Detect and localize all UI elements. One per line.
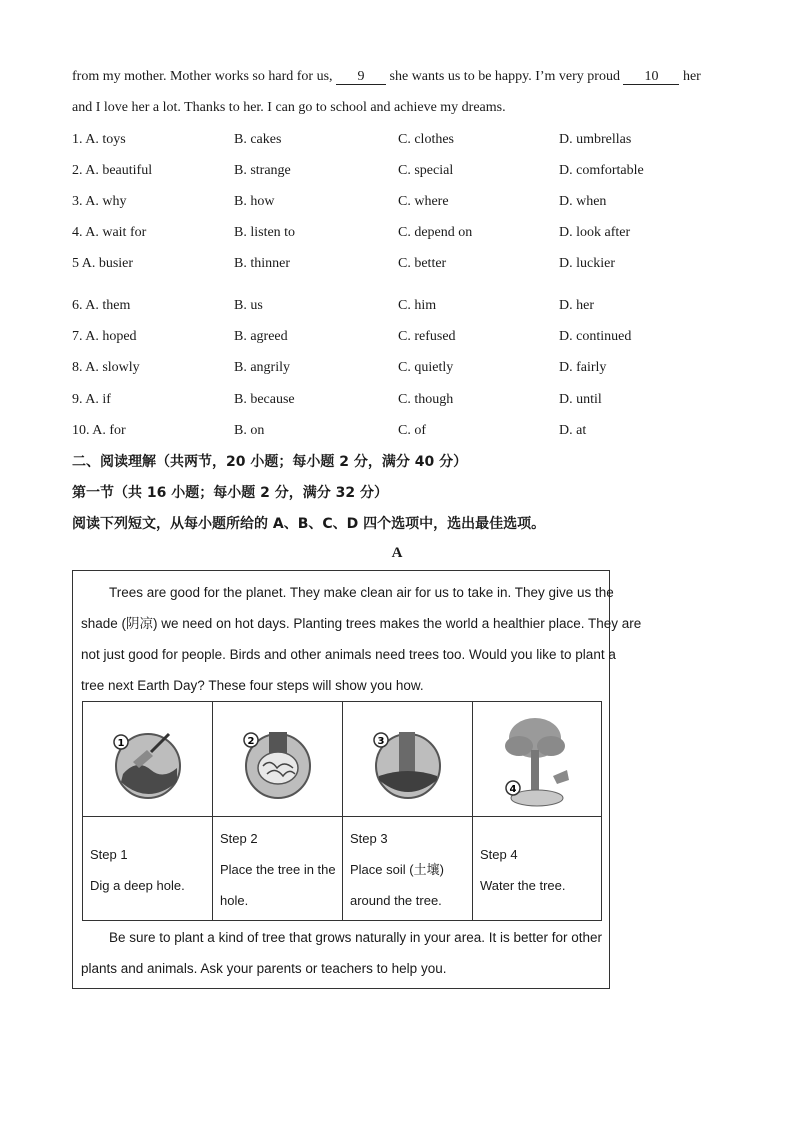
option-c[interactable]: C. though <box>398 392 454 407</box>
step-1-label: Step 1 <box>90 847 128 862</box>
option-a[interactable]: 2. A. beautiful <box>72 163 153 178</box>
dig-hole-icon <box>107 722 189 804</box>
question-row <box>72 391 712 409</box>
option-b[interactable]: B. on <box>234 423 265 438</box>
option-d[interactable]: D. fairly <box>559 360 607 375</box>
intro-line-2: and I love her a lot. Thanks to her. I can go to school and achieve my dreams. <box>72 100 506 115</box>
option-d[interactable]: D. her <box>559 298 594 313</box>
option-c[interactable]: C. of <box>398 423 426 438</box>
option-d[interactable]: D. umbrellas <box>559 132 632 147</box>
option-a[interactable]: 5 A. busier <box>72 256 134 271</box>
question-row <box>72 359 712 377</box>
option-d[interactable]: D. continued <box>559 329 632 344</box>
instruction: 阅读下列短文，从每小题所给的 A、B、C、D 四个选项中，选出最佳选项。 <box>72 516 546 532</box>
question-row <box>72 328 712 346</box>
option-a[interactable]: 7. A. hoped <box>72 329 137 344</box>
step-2-badge: 2 <box>247 736 255 747</box>
option-c[interactable]: C. depend on <box>398 225 473 240</box>
question-row <box>72 131 712 149</box>
question-row <box>72 193 712 211</box>
option-d[interactable]: D. comfortable <box>559 163 644 178</box>
para1-line: shade (阴凉) we need on hot days. Planting trees makes the world a healthier place. They are <box>81 616 642 631</box>
option-a[interactable]: 9. A. if <box>72 392 111 407</box>
step-3-instruction: Place soil (土壤) <box>350 862 444 877</box>
option-b[interactable]: B. listen to <box>234 225 296 240</box>
option-d[interactable]: D. look after <box>559 225 631 240</box>
option-b[interactable]: B. how <box>234 194 275 209</box>
place-soil-icon <box>367 722 449 804</box>
step-3-label: Step 3 <box>350 831 388 846</box>
option-a[interactable]: 3. A. why <box>72 194 127 209</box>
option-d[interactable]: D. when <box>559 194 607 209</box>
step-4-label: Step 4 <box>480 847 518 862</box>
part-title: 第一节（共 16 小题；每小题 2 分，满分 32 分） <box>72 485 388 501</box>
intro-text-a: from my mother. Mother works so hard for us, <box>72 69 337 84</box>
question-row <box>72 224 712 242</box>
para1-line: Trees are good for the planet. They make clean air for us to take in. They give us the <box>109 585 614 600</box>
step-4-text-cell <box>473 817 601 920</box>
option-c[interactable]: C. refused <box>398 329 456 344</box>
water-tree-icon <box>497 710 579 812</box>
blank-10[interactable]: 10 <box>623 69 679 85</box>
step-3-image-cell <box>343 702 473 817</box>
option-a[interactable]: 4. A. wait for <box>72 225 147 240</box>
option-c[interactable]: C. where <box>398 194 449 209</box>
passage-letter: A <box>391 545 403 561</box>
option-b[interactable]: B. thinner <box>234 256 290 271</box>
option-d[interactable]: D. at <box>559 423 587 438</box>
option-c[interactable]: C. him <box>398 298 437 313</box>
question-row <box>72 422 712 440</box>
step-2-label: Step 2 <box>220 831 258 846</box>
option-b[interactable]: B. us <box>234 298 263 313</box>
step-4-instruction: Water the tree. <box>480 878 566 893</box>
place-tree-icon <box>237 722 319 804</box>
option-b[interactable]: B. because <box>234 392 295 407</box>
step-2-instruction-2: hole. <box>220 893 249 908</box>
para2-line: Be sure to plant a kind of tree that grows naturally in your area. It is better for other <box>109 930 603 945</box>
step-3-badge: 3 <box>377 736 385 747</box>
option-c[interactable]: C. better <box>398 256 447 271</box>
option-c[interactable]: C. special <box>398 163 454 178</box>
step-2-instruction: Place the tree in the <box>220 862 336 877</box>
question-row <box>72 297 712 315</box>
step-1-text-cell <box>83 817 213 920</box>
section-title: 二、阅读理解（共两节，20 小题；每小题 2 分，满分 40 分） <box>72 454 468 470</box>
step-3-text-cell <box>343 817 473 920</box>
intro-text-c: her <box>679 69 701 84</box>
step-4-badge: 4 <box>509 784 517 795</box>
intro-line-1 <box>72 68 701 86</box>
step-2-text-cell <box>213 817 343 920</box>
step-1-image-cell <box>83 702 213 817</box>
passage-box <box>72 570 642 989</box>
option-b[interactable]: B. angrily <box>234 360 290 375</box>
step-2-image-cell <box>213 702 343 817</box>
question-row <box>72 255 712 273</box>
option-a[interactable]: 10. A. for <box>72 423 126 438</box>
blank-9[interactable]: 9 <box>336 69 386 85</box>
para1-line: tree next Earth Day? These four steps will show you how. <box>81 678 424 693</box>
option-a[interactable]: 6. A. them <box>72 298 131 313</box>
intro-text-b: she wants us to be happy. I’m very proud <box>386 69 624 84</box>
steps-table <box>82 701 602 921</box>
step-1-instruction: Dig a deep hole. <box>90 878 185 893</box>
option-d[interactable]: D. luckier <box>559 256 615 271</box>
option-c[interactable]: C. clothes <box>398 132 454 147</box>
option-b[interactable]: B. cakes <box>234 132 282 147</box>
option-c[interactable]: C. quietly <box>398 360 454 375</box>
option-b[interactable]: B. strange <box>234 163 291 178</box>
option-a[interactable]: 1. A. toys <box>72 132 126 147</box>
step-3-instruction-2: around the tree. <box>350 893 442 908</box>
option-d[interactable]: D. until <box>559 392 602 407</box>
step-4-image-cell <box>473 702 601 817</box>
question-row <box>72 162 712 180</box>
para2-line: plants and animals. Ask your parents or teachers to help you. <box>81 961 447 976</box>
option-b[interactable]: B. agreed <box>234 329 288 344</box>
para1-line: not just good for people. Birds and other animals need trees too. Would you like to plant a <box>81 647 616 662</box>
option-a[interactable]: 8. A. slowly <box>72 360 140 375</box>
step-1-badge: 1 <box>117 738 125 749</box>
